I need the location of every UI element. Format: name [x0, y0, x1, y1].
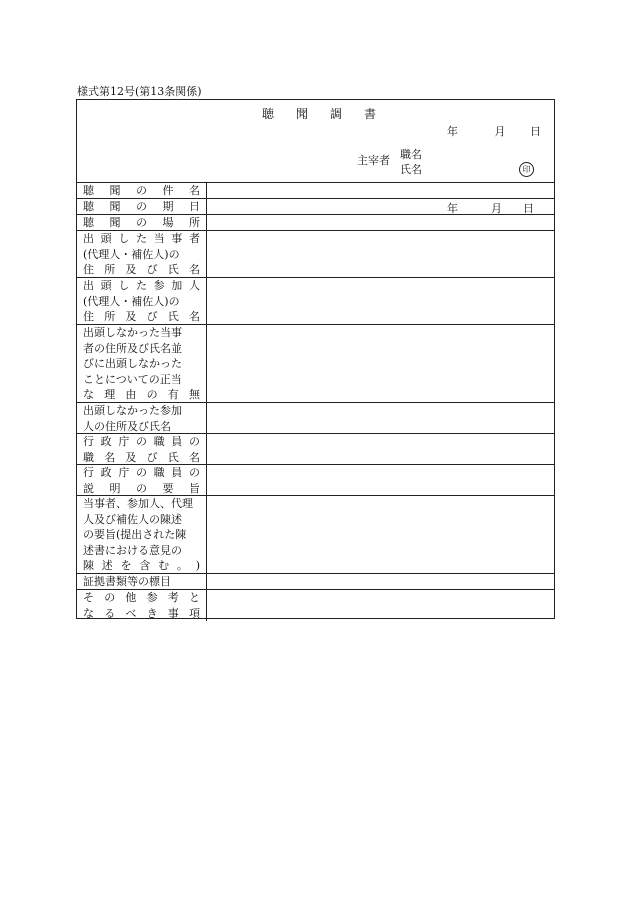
row-value-field[interactable]	[207, 231, 554, 277]
row-value-field[interactable]	[207, 465, 554, 495]
form-title: 聴聞調書	[262, 107, 399, 121]
row-label-line: 者の住所及び氏名並	[83, 341, 182, 355]
row-label-line: 人の住所及び氏名	[83, 419, 171, 433]
row-label	[77, 496, 207, 573]
form-row	[77, 199, 554, 215]
form-row	[77, 325, 554, 403]
row-label-line: 出頭しなかった当事	[83, 326, 182, 339]
header-date-month: 月	[494, 125, 506, 138]
row-label-line: 聴 聞 の 件 名	[83, 184, 200, 197]
row-value-field[interactable]	[207, 199, 554, 214]
row-label-line: の要旨(提出された陳	[83, 528, 187, 541]
row-label	[77, 183, 207, 198]
row-label-line: 聴 聞 の 期 日	[83, 200, 200, 213]
row-label	[77, 199, 207, 214]
row-value-field[interactable]	[207, 590, 554, 621]
row-value-field[interactable]	[207, 278, 554, 324]
row-label-line: 出 頭 し た 参 加 人	[83, 279, 200, 292]
row-label-line: 当事者、参加人、代理	[83, 497, 193, 510]
hearing-date-fields	[447, 200, 534, 216]
header-date	[447, 123, 541, 139]
row-label	[77, 231, 207, 277]
presider-label: 主宰者	[357, 154, 390, 167]
row-label-line: 説 明 の 要 旨	[83, 481, 200, 495]
form-row	[77, 465, 554, 496]
row-label-line: 聴 聞 の 場 所	[83, 216, 200, 229]
row-label	[77, 465, 207, 495]
hearing-record-form	[76, 99, 555, 619]
form-row	[77, 278, 554, 325]
position-label: 職名	[400, 148, 422, 161]
form-row	[77, 403, 554, 434]
row-label	[77, 325, 207, 402]
row-label	[77, 590, 207, 621]
form-row	[77, 183, 554, 199]
row-label	[77, 403, 207, 433]
row-label-line: 人及び補佐人の陳述	[83, 512, 182, 526]
form-row	[77, 231, 554, 278]
row-label-line: 住 所 及 び 氏 名	[83, 310, 200, 323]
row-value-field[interactable]	[207, 325, 554, 402]
hearing-date-year: 年	[447, 202, 458, 215]
header-date-year: 年	[447, 125, 458, 138]
row-label-line: 行 政 庁 の 職 員 の	[83, 466, 200, 479]
row-value-field[interactable]	[207, 496, 554, 573]
form-rows	[77, 183, 554, 621]
row-label-line: 住 所 及 び 氏 名	[83, 263, 200, 276]
form-number-label: 様式第12号(第13条関係)	[77, 85, 202, 98]
hearing-date-day: 日	[523, 202, 534, 215]
row-label-line: 出頭しなかった参加	[83, 404, 182, 417]
row-value-field[interactable]	[207, 215, 554, 230]
row-label	[77, 215, 207, 230]
row-label-line: 証拠書類等の標目	[83, 575, 171, 588]
form-row	[77, 496, 554, 574]
row-value-field[interactable]	[207, 403, 554, 433]
row-label-line: 述書における意見の	[83, 543, 182, 557]
seal-mark: 印	[519, 162, 534, 177]
row-value-field[interactable]	[207, 183, 554, 198]
row-label	[77, 278, 207, 324]
row-label-line: 行 政 庁 の 職 員 の	[83, 435, 200, 448]
form-row	[77, 215, 554, 231]
row-label	[77, 574, 207, 589]
row-label-line: 職 名 及 び 氏 名	[83, 450, 200, 464]
row-value-field[interactable]	[207, 574, 554, 589]
form-row	[77, 434, 554, 465]
form-row	[77, 574, 554, 590]
row-label-line: (代理人・補佐人)の	[83, 247, 180, 261]
form-row	[77, 590, 554, 621]
row-label-line: な 理 由 の 有 無	[83, 388, 200, 401]
row-label-line: 出 頭 し た 当 事 者	[83, 232, 200, 245]
row-label	[77, 434, 207, 464]
name-label: 氏名	[400, 163, 422, 176]
header-date-day: 日	[530, 125, 541, 138]
hearing-date-month: 月	[491, 202, 502, 215]
row-label-line: びに出頭しなかった	[83, 357, 182, 370]
row-label-line: 陳 述 を 含 む 。 )	[83, 559, 200, 572]
row-label-line: な る べ き 事 項	[83, 606, 200, 620]
row-label-line: ことについての正当	[83, 372, 182, 386]
presider-fields	[400, 147, 422, 177]
row-label-line: (代理人・補佐人)の	[83, 294, 180, 308]
row-value-field[interactable]	[207, 434, 554, 464]
row-label-line: そ の 他 参 考 と	[83, 591, 200, 604]
form-header	[77, 100, 554, 183]
